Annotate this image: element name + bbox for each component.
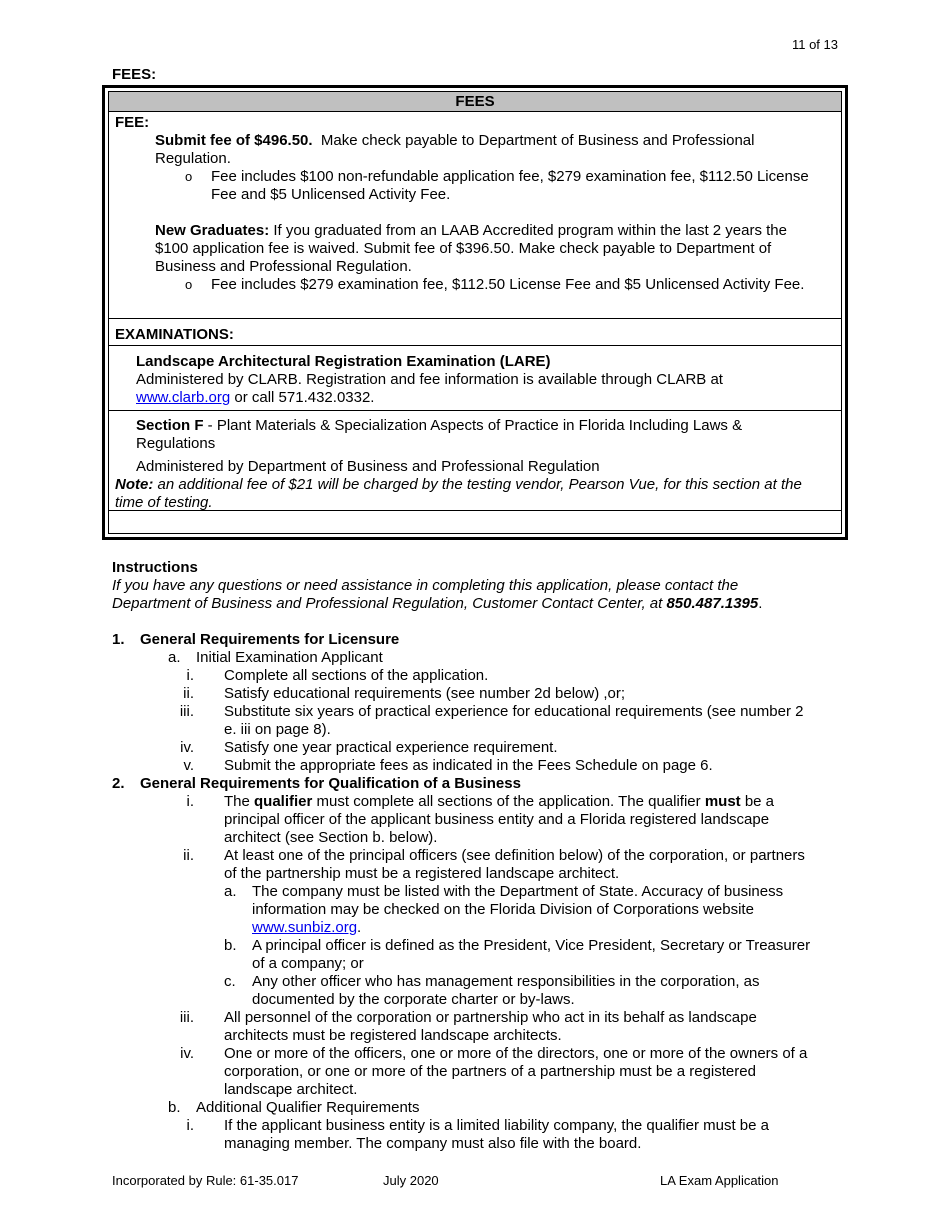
list-item-continued: documented by the corporate charter or by-laws. [252,991,575,1008]
fee-breakdown-line2: Fee and $5 Unlicensed Activity Fee. [211,186,451,203]
section-f-admin: Administered by Department of Business and Professional Regulation [136,458,600,475]
clarb-link[interactable]: www.clarb.org [136,389,231,406]
list-item: If the applicant business entity is a limited liability company, the qualifier must be a [224,1117,769,1134]
list-item: Complete all sections of the application. [224,667,489,684]
list-item-continued: managing member. The company must also file with the board. [224,1135,642,1152]
initial-exam-applicant: Initial Examination Applicant [196,649,383,666]
submit-fee-line2: Regulation. [155,150,231,167]
list-item: The company must be listed with the Department of State. Accuracy of business [252,883,784,900]
list-marker: iv. [180,1045,194,1062]
section-f-text: Section F - Plant Materials & Specialization Aspects of Practice in Florida Including Laws & [136,417,743,434]
list-item-continued: architects must be registered landscape architects. [224,1027,562,1044]
list-item: Satisfy one year practical experience requirement. [224,739,558,756]
qualifier-requirement: The qualifier must complete all sections of the application. The qualifier must be a [224,793,775,810]
section-1-title: General Requirements for Licensure [140,631,400,648]
list-marker: a. [224,883,237,900]
examinations-label: EXAMINATIONS: [115,326,234,343]
list-marker: v. [183,757,194,774]
list-item: One or more of the officers, one or more of the directors, one or more of the owners of a [224,1045,808,1062]
instructions-intro-line2: Department of Business and Professional Regulation, Customer Contact Center, at 850.487.1395. [112,595,763,612]
new-graduates-line3: Business and Professional Regulation. [155,258,412,275]
divider [109,510,841,511]
list-item-continued: principal officer of the applicant business entity and a Florida registered landscape [224,811,770,828]
list-item-continued: www.sunbiz.org. [252,919,362,936]
list-marker: c. [224,973,236,990]
list-item-continued: of the partnership must be a registered landscape architect. [224,865,620,882]
section-1-number: 1. [112,631,125,648]
new-graduates-line2: $100 application fee is waived. Submit fee of $396.50. Make check payable to Department of [155,240,772,257]
sunbiz-link[interactable]: www.sunbiz.org [252,919,358,936]
bullet-icon: o [185,277,193,292]
section-2-number: 2. [112,775,125,792]
additional-qualifier-requirements: Additional Qualifier Requirements [196,1099,420,1116]
bullet-icon: o [185,169,193,184]
list-item: A principal officer is defined as the President, Vice President, Secretary or Treasurer [252,937,811,954]
new-graduates-fee-breakdown: Fee includes $279 examination fee, $112.50 License Fee and $5 Unlicensed Activity Fee. [211,276,805,293]
section-2-title: General Requirements for Qualification of a Business [140,775,521,792]
list-item-continued: information may be checked on the Florida Division of Corporations website [252,901,754,918]
instructions-heading: Instructions [112,559,198,576]
list-marker: iv. [180,739,194,756]
note-text: Note: an additional fee of $21 will be charged by the testing vendor, Pearson Vue, for this section at the [115,476,802,493]
divider [109,345,841,346]
list-marker: b. [224,937,237,954]
list-item: Satisfy educational requirements (see number 2d below) ,or; [224,685,626,702]
list-item: At least one of the principal officers (see definition below) of the corporation, or partners [224,847,805,864]
list-item: All personnel of the corporation or partnership who act in its behalf as landscape [224,1009,757,1026]
list-marker: ii. [183,685,194,702]
list-marker: i. [186,667,194,684]
footer-date: July 2020 [383,1173,439,1188]
list-item: Submit the appropriate fees as indicated in the Fees Schedule on page 6. [224,757,713,774]
section-f-line2: Regulations [136,435,216,452]
divider [109,410,841,411]
lare-line2: www.clarb.org or call 571.432.0332. [136,389,375,406]
contact-phone: 850.487.1395 [666,595,759,612]
page-number: 11 of 13 [791,37,838,52]
footer-rule: Incorporated by Rule: 61-35.017 [112,1173,299,1188]
list-marker: i. [186,1117,194,1134]
new-graduates-text: New Graduates: If you graduated from an LAAB Accredited program within the last 2 years the [155,222,787,239]
list-item: Substitute six years of practical experience for educational requirements (see number 2 [224,703,804,720]
list-marker: a. [168,649,181,666]
list-item-continued: landscape architect. [224,1081,358,1098]
list-item-continued: e. iii on page 8). [224,721,331,738]
list-item-continued: corporation, or one or more of the partners of a partnership must be a registered [224,1063,756,1080]
fee-breakdown-line1: Fee includes $100 non-refundable application fee, $279 examination fee, $112.50 License [211,168,809,185]
fees-table [102,85,848,540]
fees-heading: FEES: [112,66,157,83]
list-item-continued: architect (see Section b. below). [224,829,438,846]
note-line2: time of testing. [115,494,213,511]
lare-line1: Administered by CLARB. Registration and fee information is available through CLARB at [136,371,723,388]
footer-form-name: LA Exam Application [660,1173,779,1188]
submit-fee-text: Submit fee of $496.50. Make check payable to Department of Business and Professional [155,132,755,149]
fee-label: FEE: [115,114,150,131]
instructions-intro-line1: If you have any questions or need assistance in completing this application, please contact the [112,577,739,594]
fees-table-title: FEES [109,92,841,112]
list-marker: i. [186,793,194,810]
list-marker: iii. [179,703,194,720]
list-marker: ii. [183,847,194,864]
list-marker: b. [168,1099,181,1116]
lare-title: Landscape Architectural Registration Examination (LARE) [136,353,551,370]
list-item: Any other officer who has management responsibilities in the corporation, as [252,973,760,990]
list-marker: iii. [179,1009,194,1026]
divider [109,318,841,319]
list-item-continued: of a company; or [252,955,364,972]
